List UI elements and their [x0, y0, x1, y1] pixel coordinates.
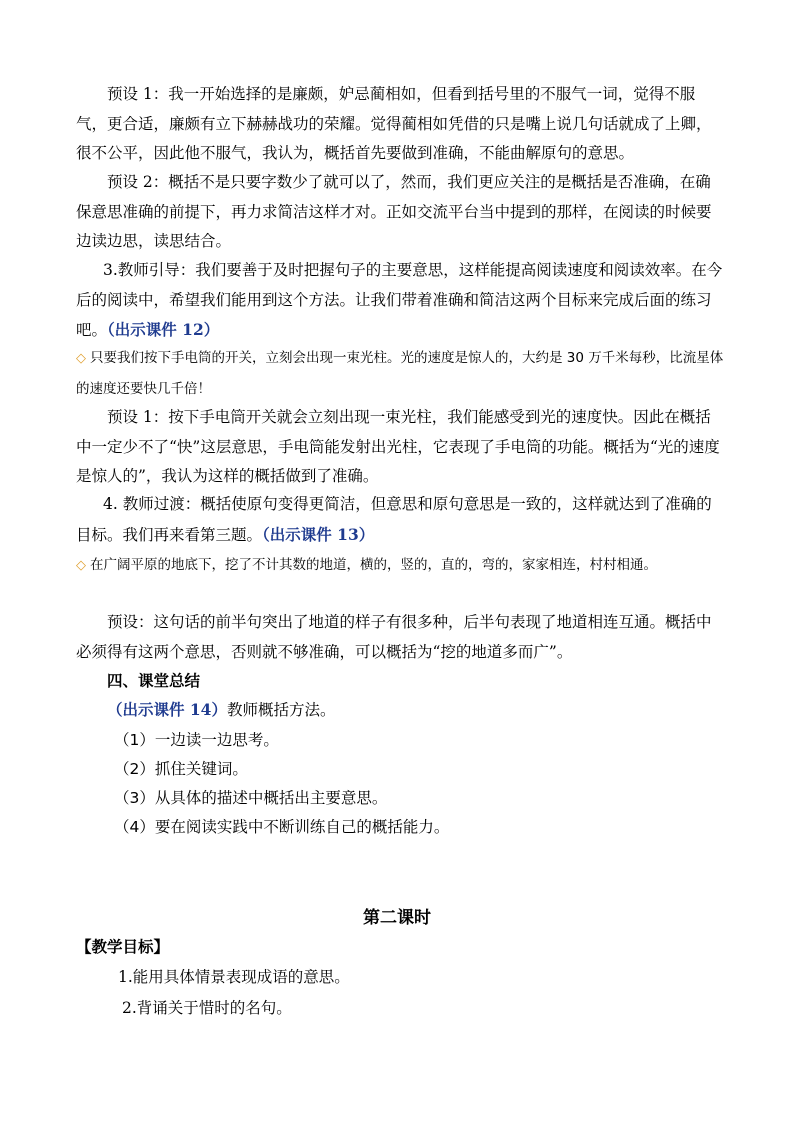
courseware-tag-13: （出示课件 13）	[262, 524, 375, 544]
lesson-title: 第二课时	[363, 908, 431, 928]
diamond-bullet-icon: ◇	[76, 558, 86, 573]
paragraph-preset-tunnels	[76, 608, 724, 667]
quote-text: 在广阔平原的地底下，挖了不计其数的地道，横的，竖的，直的，弯的，家家相连，村村相通。	[90, 557, 657, 573]
quote-flashlight	[76, 343, 724, 404]
paragraph-teacher-transition	[76, 490, 724, 550]
quote-tunnels	[76, 550, 724, 581]
section-heading-summary: 四、课堂总结	[107, 672, 201, 690]
paragraph-text: 预设 1：按下手电筒开关就会立刻出现一束光柱，我们能感受到光的速度快。因此在概括中一定少不了“快”这层意思，手电筒能发射出光柱，它表现了手电筒的功能。概括为“光的速度是惊人的”，我认为这样的概括做到了准确。	[76, 408, 720, 485]
goals-heading: 【教学目标】	[76, 938, 170, 956]
goal-item-1: 1.能用具体情景表现成语的意思。	[118, 968, 350, 986]
diamond-bullet-icon: ◇	[76, 351, 86, 366]
goal-item-2: 2.背诵关于惜时的名句。	[122, 999, 292, 1017]
summary-item-2: （2）抓住关键词。	[114, 760, 248, 778]
summary-item-3: （3）从具体的描述中概括出主要意思。	[114, 789, 388, 807]
quote-text: 只要我们按下手电筒的开关，立刻会出现一束光柱。光的速度是惊人的，大约是 30 万千米每秒，比流星体的速度还要快几千倍！	[76, 350, 724, 397]
paragraph-text: 预设 1：我一开始选择的是廉颇，妒忌蔺相如，但看到括号里的不服气一词，觉得不服气，更合适，廉颇有立下赫赫战功的荣耀。觉得蔺相如凭借的只是嘴上说几句话就成了上卿，很不公平，因此他不服气，我认为，概括首先要做到准确，不能曲解原句的意思。	[76, 85, 712, 162]
summary-intro	[107, 697, 335, 723]
paragraph-teacher-guide	[76, 256, 724, 346]
paragraph-text: 4. 教师过渡：概括使原句变得更简洁，但意思和原句意思是一致的，这样就达到了准确的目标。我们再来看第三题。	[76, 495, 712, 544]
summary-item-4: （4）要在阅读实践中不断训练自己的概括能力。	[114, 818, 450, 836]
paragraph-text: 预设：这句话的前半句突出了地道的样子有很多种，后半句表现了地道相连互通。概括中必须得有这两个意思，否则就不够准确，可以概括为“挖的地道多而广”。	[76, 613, 712, 661]
paragraph-preset-flashlight	[76, 403, 724, 492]
paragraph-text: 3.教师引导：我们要善于及时把握句子的主要意思，这样能提高阅读速度和阅读效率。在今后的阅读中，希望我们能用到这个方法。让我们带着准确和简洁这两个目标来完成后面的练习吧。	[76, 261, 723, 339]
paragraph-preset-2	[76, 168, 724, 257]
summary-item-1: （1）一边读一边思考。	[114, 731, 279, 749]
courseware-tag-14: （出示课件 14）	[107, 700, 227, 719]
paragraph-preset-1	[76, 80, 724, 169]
courseware-tag-12: （出示课件 12）	[107, 320, 220, 339]
summary-intro-text: 教师概括方法。	[226, 701, 336, 719]
paragraph-text: 预设 2：概括不是只要字数少了就可以了，然而，我们更应关注的是概括是否准确，在确保意思准确的前提下，再力求简洁这样才对。正如交流平台当中提到的那样，在阅读的时候要边读边思，读思结合。	[76, 173, 712, 250]
